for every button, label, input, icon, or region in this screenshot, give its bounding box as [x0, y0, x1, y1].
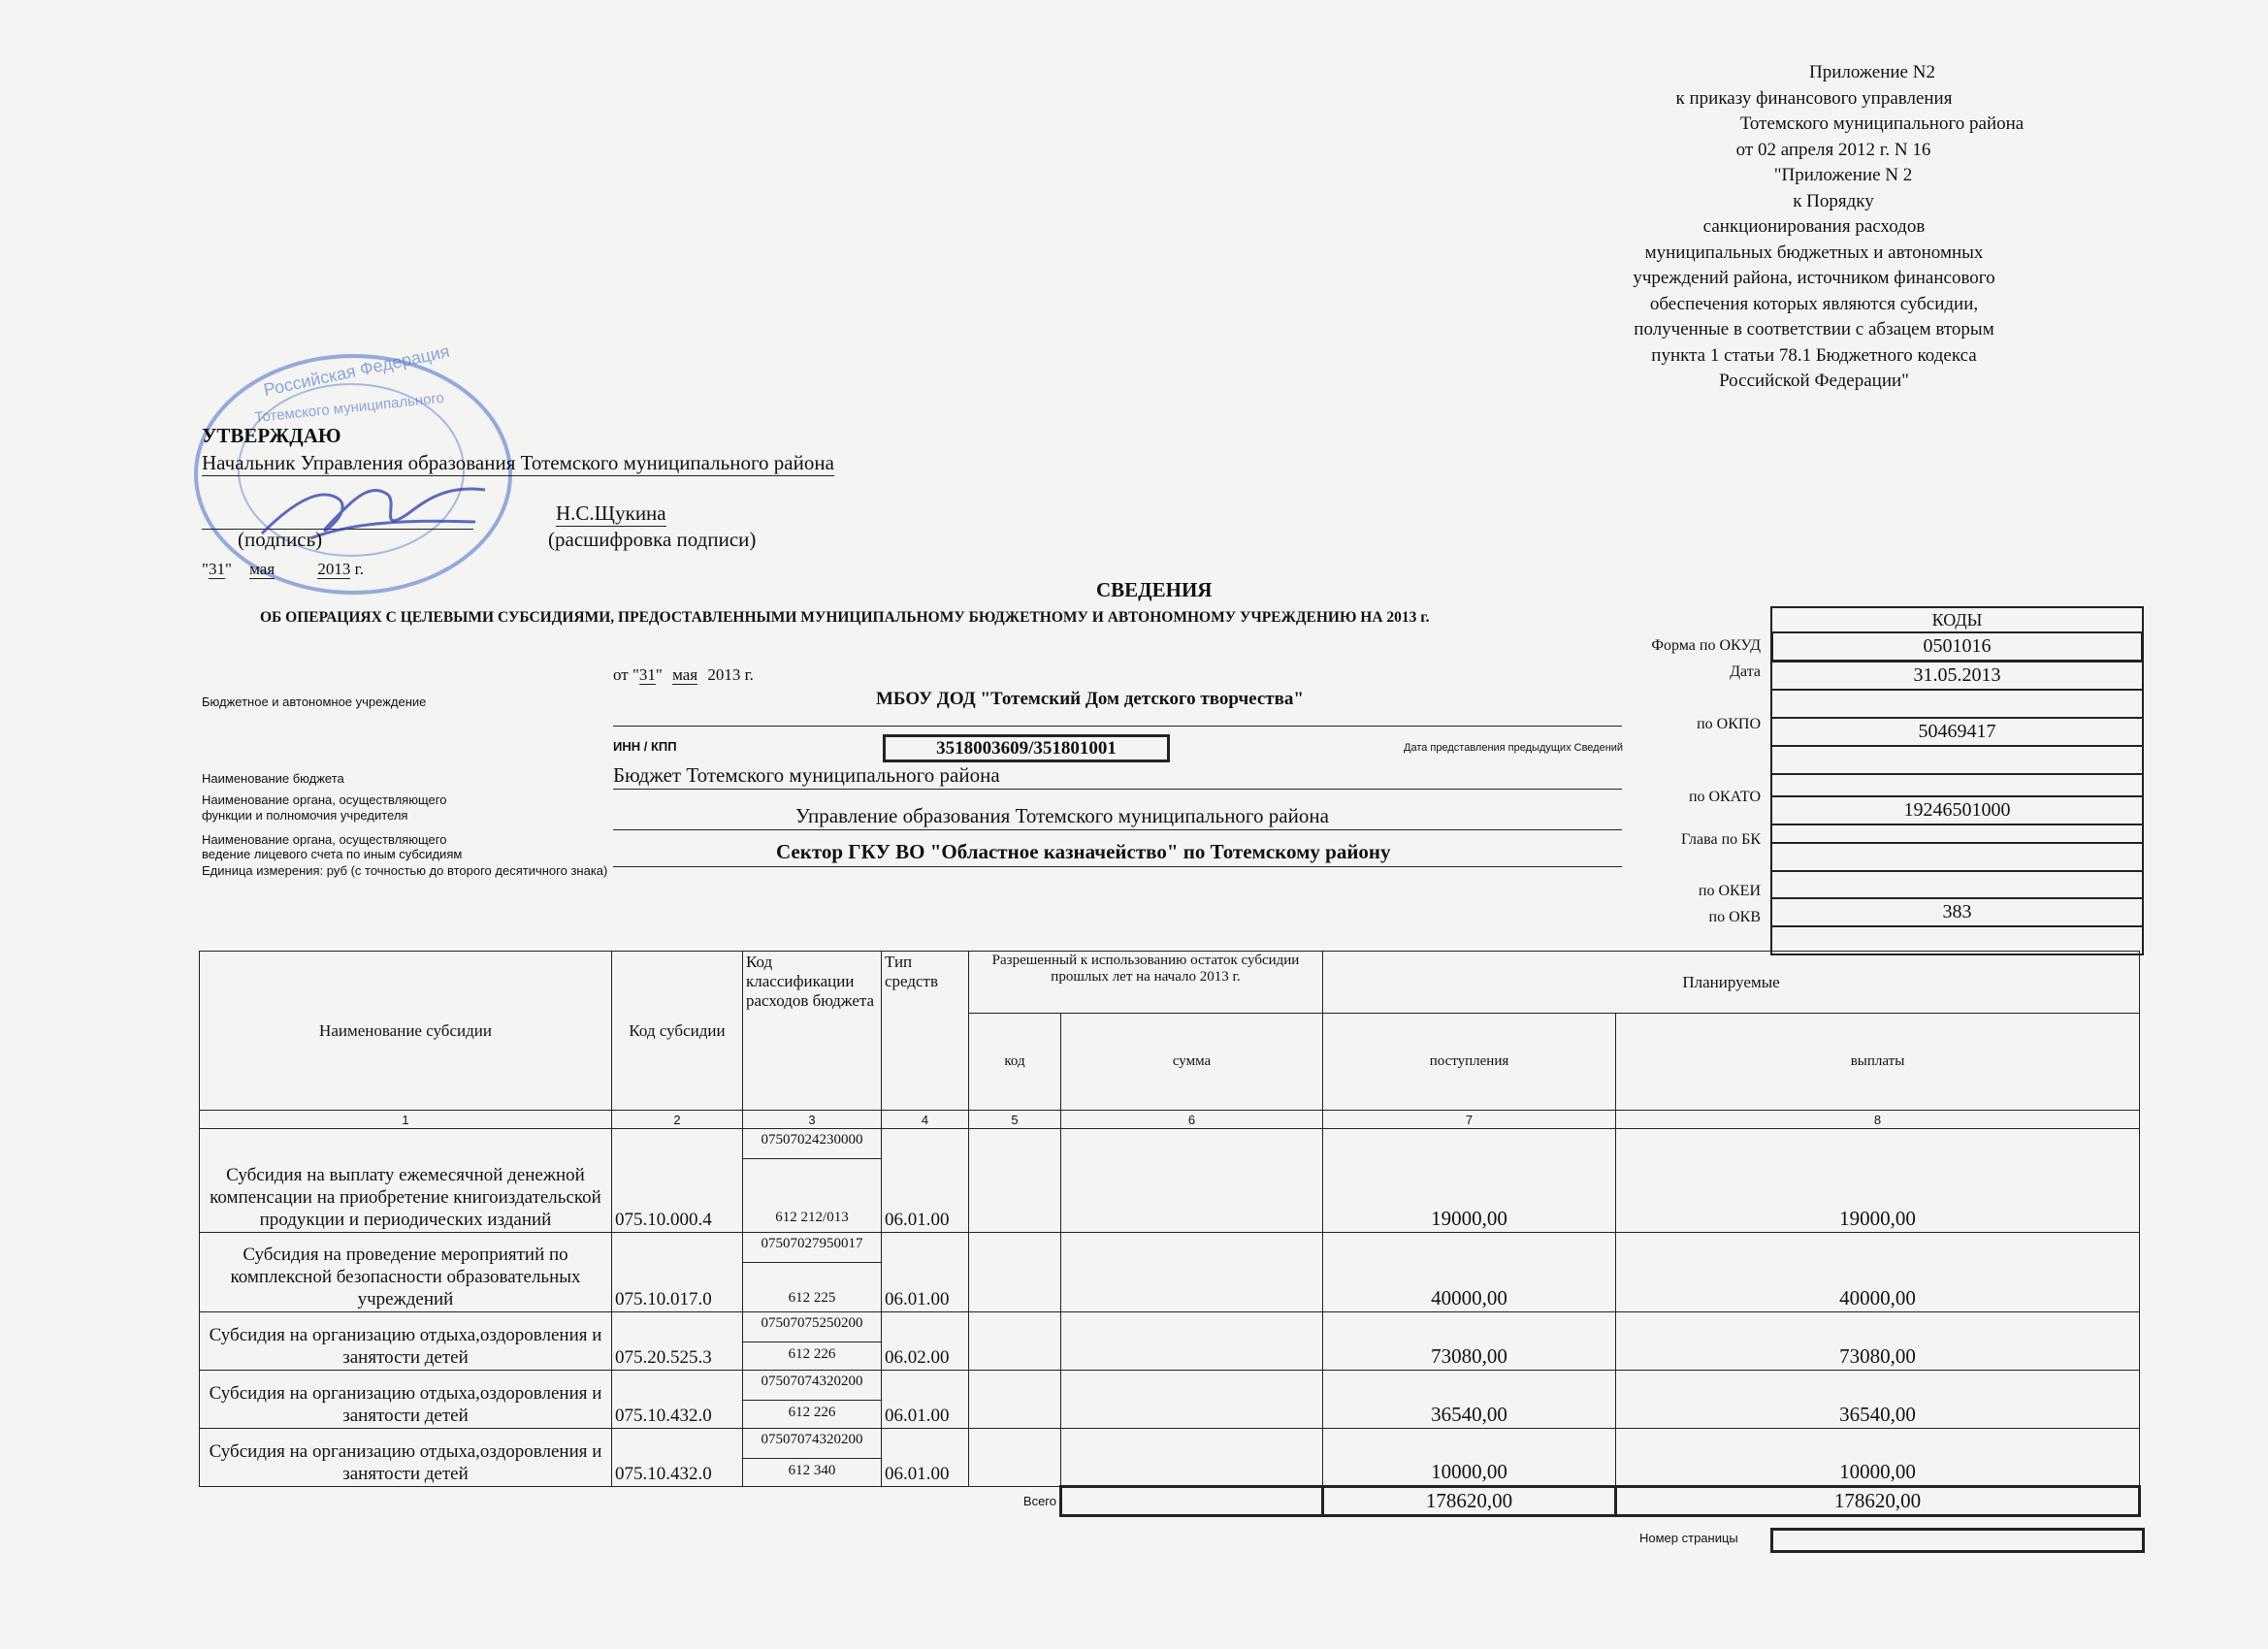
col-number: 7	[1323, 1111, 1616, 1129]
seal-text-mid: Тотемского муниципального	[253, 389, 445, 427]
budget-code-bottom: 612 225	[788, 1290, 836, 1306]
account-line	[613, 866, 1622, 867]
subsidies-table	[199, 951, 2141, 1517]
row-budget-code	[743, 1129, 882, 1233]
date-month: мая	[672, 665, 698, 684]
row-in: 19000,00	[1323, 1129, 1616, 1233]
header-planned: Планируемые	[1323, 952, 2140, 1014]
row-code: 075.20.525.3	[612, 1312, 743, 1371]
total-row	[200, 1487, 2140, 1516]
inn-value: 3518003609/351801001	[883, 734, 1170, 762]
row-code: 075.10.432.0	[612, 1371, 743, 1429]
col-number: 1	[200, 1111, 612, 1129]
table-row	[200, 1233, 2140, 1312]
name-caption: (расшифровка подписи)	[548, 528, 757, 551]
total-label: Всего	[1022, 1494, 1056, 1509]
code-empty	[1770, 691, 2144, 719]
founder-label-2: функции и полномочия учредителя	[202, 808, 408, 823]
table-row	[200, 1129, 2140, 1233]
budget-code-top: 07507075250200	[743, 1312, 881, 1342]
header-code: Код субсидии	[612, 952, 743, 1111]
row-budget-code	[743, 1233, 882, 1312]
header-planned-out: выплаты	[1616, 1014, 2140, 1111]
row-name: Субсидия на выплату ежемесячной денежной компенсации на приобретение книгоиздательской продукции и периодических изданий	[200, 1129, 612, 1233]
row-code: 075.10.017.0	[612, 1233, 743, 1312]
header-budget-code: Код классификации расходов бюджета	[743, 952, 882, 1111]
code-date: 31.05.2013	[1770, 663, 2144, 691]
row-name: Субсидия на проведение мероприятий по комплексной безопасности образовательных учреждений	[200, 1233, 612, 1312]
budget-code-top: 07507074320200	[743, 1429, 881, 1459]
code-okato: 19246501000	[1770, 797, 2144, 825]
date-mid: "	[655, 665, 663, 684]
row-name: Субсидия на организацию отдыха,оздоровления и занятости детей	[200, 1371, 612, 1429]
seal-text-top: Российская Федерация	[261, 340, 452, 401]
inn-label: ИНН / КПП	[613, 739, 677, 754]
row-budget-code	[743, 1429, 882, 1487]
row-code: 075.10.432.0	[612, 1429, 743, 1487]
col-number: 5	[969, 1111, 1061, 1129]
appendix-header	[1571, 60, 2057, 395]
prev-date-label: Дата представления предыдущих Сведений	[1404, 742, 1624, 754]
label-okato: по ОКАТО	[1688, 789, 1761, 805]
appendix-line: санкционирования расходов	[1702, 216, 1926, 237]
date-day: 31	[638, 665, 656, 684]
approval-date-year: 2013	[317, 560, 351, 578]
code-empty	[1770, 775, 2144, 797]
total-in: 178620,00	[1323, 1487, 1616, 1516]
label-okei: по ОКЕИ	[1698, 883, 1761, 899]
code-empty	[1770, 872, 2144, 899]
approval-date-suffix: г.	[354, 560, 364, 578]
approver-name: Н.С.Щукина	[556, 501, 666, 525]
budget-code-top: 07507027950017	[743, 1233, 881, 1263]
appendix-line: к Порядку	[1793, 190, 1874, 211]
unit-label: Единица измерения: руб (с точностью до второго десятичного знака)	[202, 863, 608, 878]
label-okpo: по ОКПО	[1697, 716, 1761, 732]
row-out: 10000,00	[1616, 1429, 2140, 1487]
row-in: 10000,00	[1323, 1429, 1616, 1487]
col-number: 3	[743, 1111, 882, 1129]
date-year: 2013 г.	[707, 665, 754, 684]
approval-date-month: мая	[249, 560, 275, 578]
label-glava: Глава по БК	[1681, 831, 1761, 848]
row-budget-code	[743, 1312, 882, 1371]
col-number: 4	[882, 1111, 969, 1129]
row-out: 19000,00	[1616, 1129, 2140, 1233]
label-okud: Форма по ОКУД	[1651, 637, 1761, 654]
row-out: 40000,00	[1616, 1233, 2140, 1312]
budget-label: Наименование бюджета	[202, 771, 344, 786]
code-empty	[1770, 747, 2144, 775]
header-remainder: Разрешенный к использованию остаток субсидии прошлых лет на начало 2013 г.	[969, 952, 1323, 1014]
approval-position: Начальник Управления образования Тотемского муниципального района	[202, 451, 834, 474]
row-type: 06.01.00	[882, 1429, 969, 1487]
row-out: 36540,00	[1616, 1371, 2140, 1429]
account-value: Сектор ГКУ ВО "Областное казначейство" по Тотемскому району	[776, 840, 1391, 863]
page-number-label: Номер страницы	[1639, 1531, 1738, 1545]
appendix-line: муниципальных бюджетных и автономных	[1644, 242, 1984, 263]
appendix-line: Приложение N2	[1809, 62, 1935, 82]
row-type: 06.02.00	[882, 1312, 969, 1371]
appendix-line: обеспечения которых являются субсидии,	[1649, 293, 1979, 314]
founder-line	[613, 829, 1622, 830]
row-type: 06.01.00	[882, 1371, 969, 1429]
budget-line	[613, 789, 1622, 790]
row-in: 40000,00	[1323, 1233, 1616, 1312]
date-prefix: от "	[613, 665, 639, 684]
budget-value: Бюджет Тотемского муниципального района	[613, 763, 1000, 787]
col-number: 6	[1061, 1111, 1323, 1129]
table-row	[200, 1371, 2140, 1429]
row-type: 06.01.00	[882, 1233, 969, 1312]
row-type: 06.01.00	[882, 1129, 969, 1233]
page-number-box	[1770, 1528, 2145, 1553]
codes-labels	[1552, 632, 1761, 930]
budget-code-bottom: 612 212/013	[775, 1210, 849, 1225]
header-type: Тип средств	[882, 952, 969, 1111]
approval-date: "31" мая 2013 г.	[202, 560, 364, 578]
row-out: 73080,00	[1616, 1312, 2140, 1371]
budget-code-bottom: 612 226	[788, 1405, 836, 1420]
row-name: Субсидия на организацию отдыха,оздоровления и занятости детей	[200, 1312, 612, 1371]
budget-code-bottom: 612 340	[788, 1463, 836, 1478]
appendix-line: "Приложение N 2	[1773, 165, 1913, 185]
approval-title: УТВЕРЖДАЮ	[202, 424, 341, 447]
institution-line	[613, 726, 1622, 727]
appendix-line: пункта 1 статьи 78.1 Бюджетного кодекса	[1651, 344, 1977, 366]
document-subtitle: ОБ ОПЕРАЦИЯХ С ЦЕЛЕВЫМИ СУБСИДИЯМИ, ПРЕДОСТАВЛЕННЫМИ МУНИЦИПАЛЬНОМУ БЮДЖЕТНОМУ И АВТОНОМНОМУ УЧРЕЖДЕНИЮ НА 2013 г.	[260, 609, 1430, 626]
code-okei: 383	[1770, 899, 2144, 927]
signature-caption: (подпись)	[238, 528, 323, 551]
document-date	[613, 665, 754, 685]
col-number: 8	[1616, 1111, 2140, 1129]
appendix-line: к приказу финансового управления	[1675, 87, 1953, 109]
label-date: Дата	[1730, 663, 1761, 680]
total-out: 178620,00	[1616, 1487, 2140, 1516]
account-label-1: Наименование органа, осуществляющего	[202, 832, 447, 847]
code-glava	[1770, 844, 2144, 872]
appendix-line: полученные в соответствии с абзацем вторым	[1634, 319, 1994, 340]
appendix-line: учреждений района, источником финансового	[1633, 268, 1995, 288]
row-budget-code	[743, 1371, 882, 1429]
header-remainder-code: код	[969, 1014, 1061, 1111]
row-in: 36540,00	[1323, 1371, 1616, 1429]
appendix-line: от 02 апреля 2012 г. N 16	[1735, 139, 1931, 160]
code-empty	[1770, 825, 2144, 844]
founder-label-1: Наименование органа, осуществляющего	[202, 792, 447, 807]
institution-label: Бюджетное и автономное учреждение	[202, 695, 427, 709]
row-name: Субсидия на организацию отдыха,оздоровления и занятости детей	[200, 1429, 612, 1487]
header-name: Наименование субсидии	[200, 952, 612, 1111]
table-row	[200, 1312, 2140, 1371]
document-title: СВЕДЕНИЯ	[1096, 578, 1213, 601]
appendix-line: Тотемского муниципального района	[1739, 113, 2025, 134]
account-label-2: ведение лицевого счета по иным субсидиям	[202, 847, 463, 861]
codes-header: КОДЫ	[1770, 606, 2144, 633]
founder-value: Управление образования Тотемского муниципального района	[795, 804, 1329, 827]
table-row	[200, 1429, 2140, 1487]
header-planned-in: поступления	[1323, 1014, 1616, 1111]
col-number: 2	[612, 1111, 743, 1129]
row-code: 075.10.000.4	[612, 1129, 743, 1233]
institution-value: МБОУ ДОД "Тотемский Дом детского творчества"	[876, 689, 1304, 709]
codes-box	[1770, 606, 2144, 955]
appendix-line: Российской Федерации"	[1719, 371, 1909, 391]
budget-code-top: 07507074320200	[743, 1371, 881, 1401]
header-remainder-sum: сумма	[1061, 1014, 1323, 1111]
label-okv: по ОКВ	[1708, 909, 1761, 925]
code-okud: 0501016	[1770, 633, 2144, 663]
approval-date-day: 31	[208, 560, 225, 578]
budget-code-top: 07507024230000	[743, 1129, 881, 1159]
code-okpo: 50469417	[1770, 719, 2144, 747]
row-in: 73080,00	[1323, 1312, 1616, 1371]
budget-code-bottom: 612 226	[788, 1346, 836, 1362]
